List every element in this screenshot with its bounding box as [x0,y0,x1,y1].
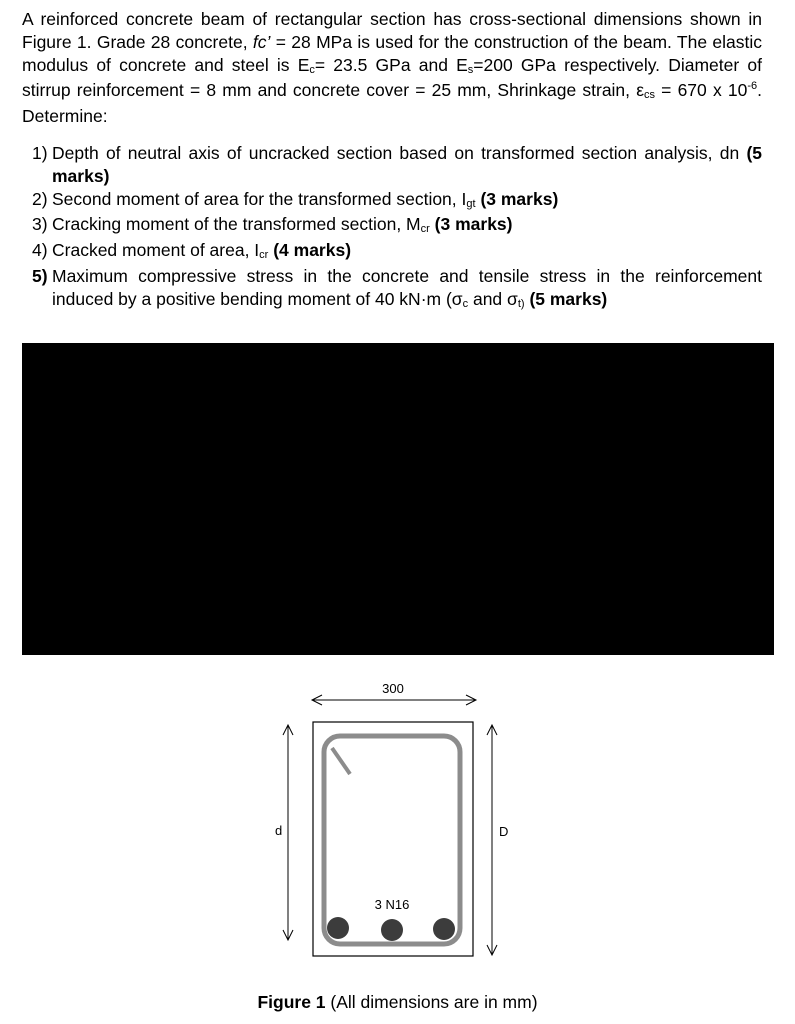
bars-label: 3 N16 [374,897,410,912]
question-marks: (3 marks) [480,188,559,209]
question-marks: (3 marks) [434,214,513,235]
question-text: Second moment of area for the transformed section, I [52,188,467,209]
question-body [52,239,762,265]
reinforcing-bar-right [433,918,455,940]
beam-cross-section-figure [270,670,510,970]
question-number: 2) [32,188,48,209]
intro-text-4: =200 GPa respectively. Diameter of stirrup reinforcement = 8 mm and concrete cover = 25 mm, Shrinkage strain, [22,54,762,101]
question-subscript: cr [259,249,269,262]
question-marks: (4 marks) [273,240,352,261]
ec-subscript: c [309,63,315,76]
caption-figure-number: Figure 1 [257,992,326,1012]
question-subscript: cr [420,223,430,236]
d-dimension-label: d [275,823,283,838]
question-body [52,142,762,188]
question-subscript: gt [466,197,476,210]
question-text-2: and σ [468,288,518,309]
question-number: 3) [32,214,48,235]
figure-caption [0,992,795,1013]
question-marks: (5 marks) [52,143,762,186]
question-list [32,142,762,314]
intro-text-6: . Determine: [22,80,762,127]
redacted-image-block [22,343,774,655]
epsilon-subscript: cs [644,89,656,102]
question-number: 5) [32,265,48,286]
question-text: Cracking moment of the transformed section, M [52,214,421,235]
intro-text-5: = 670 x 10 [655,80,748,101]
D-dimension-label: D [499,824,509,839]
epsilon-symbol: ε [636,80,645,101]
question-number: 4) [32,240,48,261]
question-item [32,142,762,188]
question-item [32,239,762,265]
question-marks: (5 marks) [529,288,608,309]
question-number: 1) [32,143,48,163]
exponent: -6 [747,80,758,93]
width-dimension-label: 300 [382,681,404,696]
question-text: Cracked moment of area, I [52,240,260,261]
problem-statement [22,8,762,128]
caption-text: (All dimensions are in mm) [325,992,538,1012]
question-body [52,188,762,214]
intro-text-2: = 28 MPa is used for the construction of the beam. The elastic modulus of concrete and steel is E [22,31,762,75]
question-item [32,213,762,239]
question-body [52,265,762,314]
question-text: Maximum compressive stress in the concrete and tensile stress in the reinforcement induced by a positive bending moment of 40 kN·m (σ [52,265,762,309]
reinforcing-bar-middle [381,919,403,941]
es-subscript: s [467,63,474,76]
question-subscript-2: t) [517,297,525,310]
question-subscript: c [462,297,469,310]
question-body [52,213,762,239]
question-item [32,188,762,214]
intro-text-3: = 23.5 GPa and E [314,54,468,75]
question-text: Depth of neutral axis of uncracked section based on transformed section analysis, dn [52,143,747,163]
fc-symbol: fc’ [252,31,271,52]
intro-text-1: A reinforced concrete beam of rectangular section has cross-sectional dimensions shown in Figure 1. Grade 28 concrete, [22,9,762,52]
question-item [32,265,762,314]
reinforcing-bar-left [327,917,349,939]
